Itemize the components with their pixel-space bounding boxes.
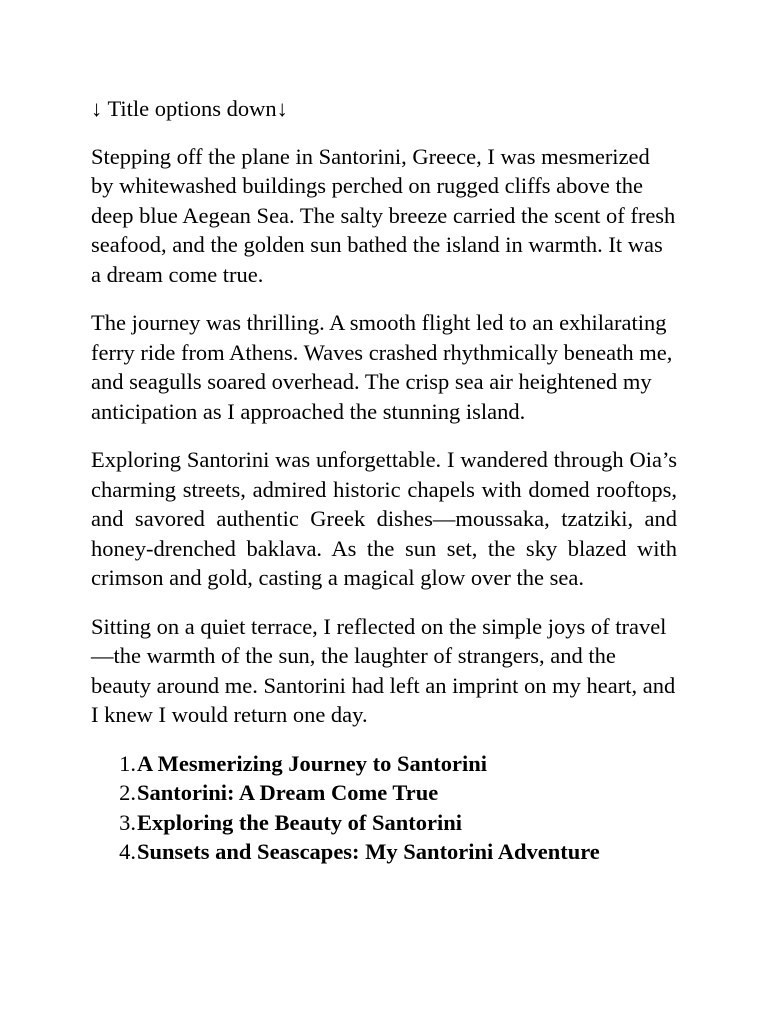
- title-option-text: Exploring the Beauty of Santorini: [137, 809, 463, 835]
- title-option-item: [91, 837, 677, 867]
- paragraph-reflection: Sitting on a quiet terrace, I reflected on the simple joys of travel—the warmth of the sun, the laughter of strangers, and the beauty around me. Santorini had left an imprint on my heart, and I knew I would return one day.: [91, 613, 676, 727]
- title-option-number: 3.: [119, 809, 136, 835]
- title-options-heading: ↓ Title options down↓: [91, 96, 288, 121]
- paragraph-arrival: Stepping off the plane in Santorini, Greece, I was mesmerized by whitewashed buildings perched on rugged cliffs above the deep blue Aegean Sea. The salty breeze carried the scent of fresh seafood, and the golden sun bathed the island in warmth. It was a dream come true.: [91, 143, 676, 287]
- paragraph-journey: The journey was thrilling. A smooth flight led to an exhilarating ferry ride from Athens. Waves crashed rhythmically beneath me, and seagulls soared overhead. The crisp sea air heightened my anticipation as I approached the stunning island.: [91, 310, 673, 424]
- title-option-number: 4.: [119, 839, 136, 864]
- title-option-number: 1.: [119, 750, 136, 776]
- title-option-item: [91, 749, 677, 779]
- title-option-item: [91, 778, 677, 808]
- title-options-list: [91, 749, 677, 867]
- title-option-item: [91, 808, 677, 838]
- title-option-text: A Mesmerizing Journey to Santorini: [137, 750, 487, 776]
- document-page: [91, 94, 677, 867]
- title-option-text: Sunsets and Seascapes: My Santorini Adventure: [137, 839, 600, 864]
- title-option-text: Santorini: A Dream Come True: [137, 780, 439, 805]
- title-option-number: 2.: [119, 780, 136, 805]
- paragraph-exploring: Exploring Santorini was unforgettable. I wandered through Oia’s charming streets, admired historic chapels with domed rooftops, and savored authentic Greek dishes—moussaka, tzatziki, and honey-drenched baklava. As the sun set, the sky blazed with crimson and gold, casting a magical glow over the sea.: [91, 447, 677, 590]
